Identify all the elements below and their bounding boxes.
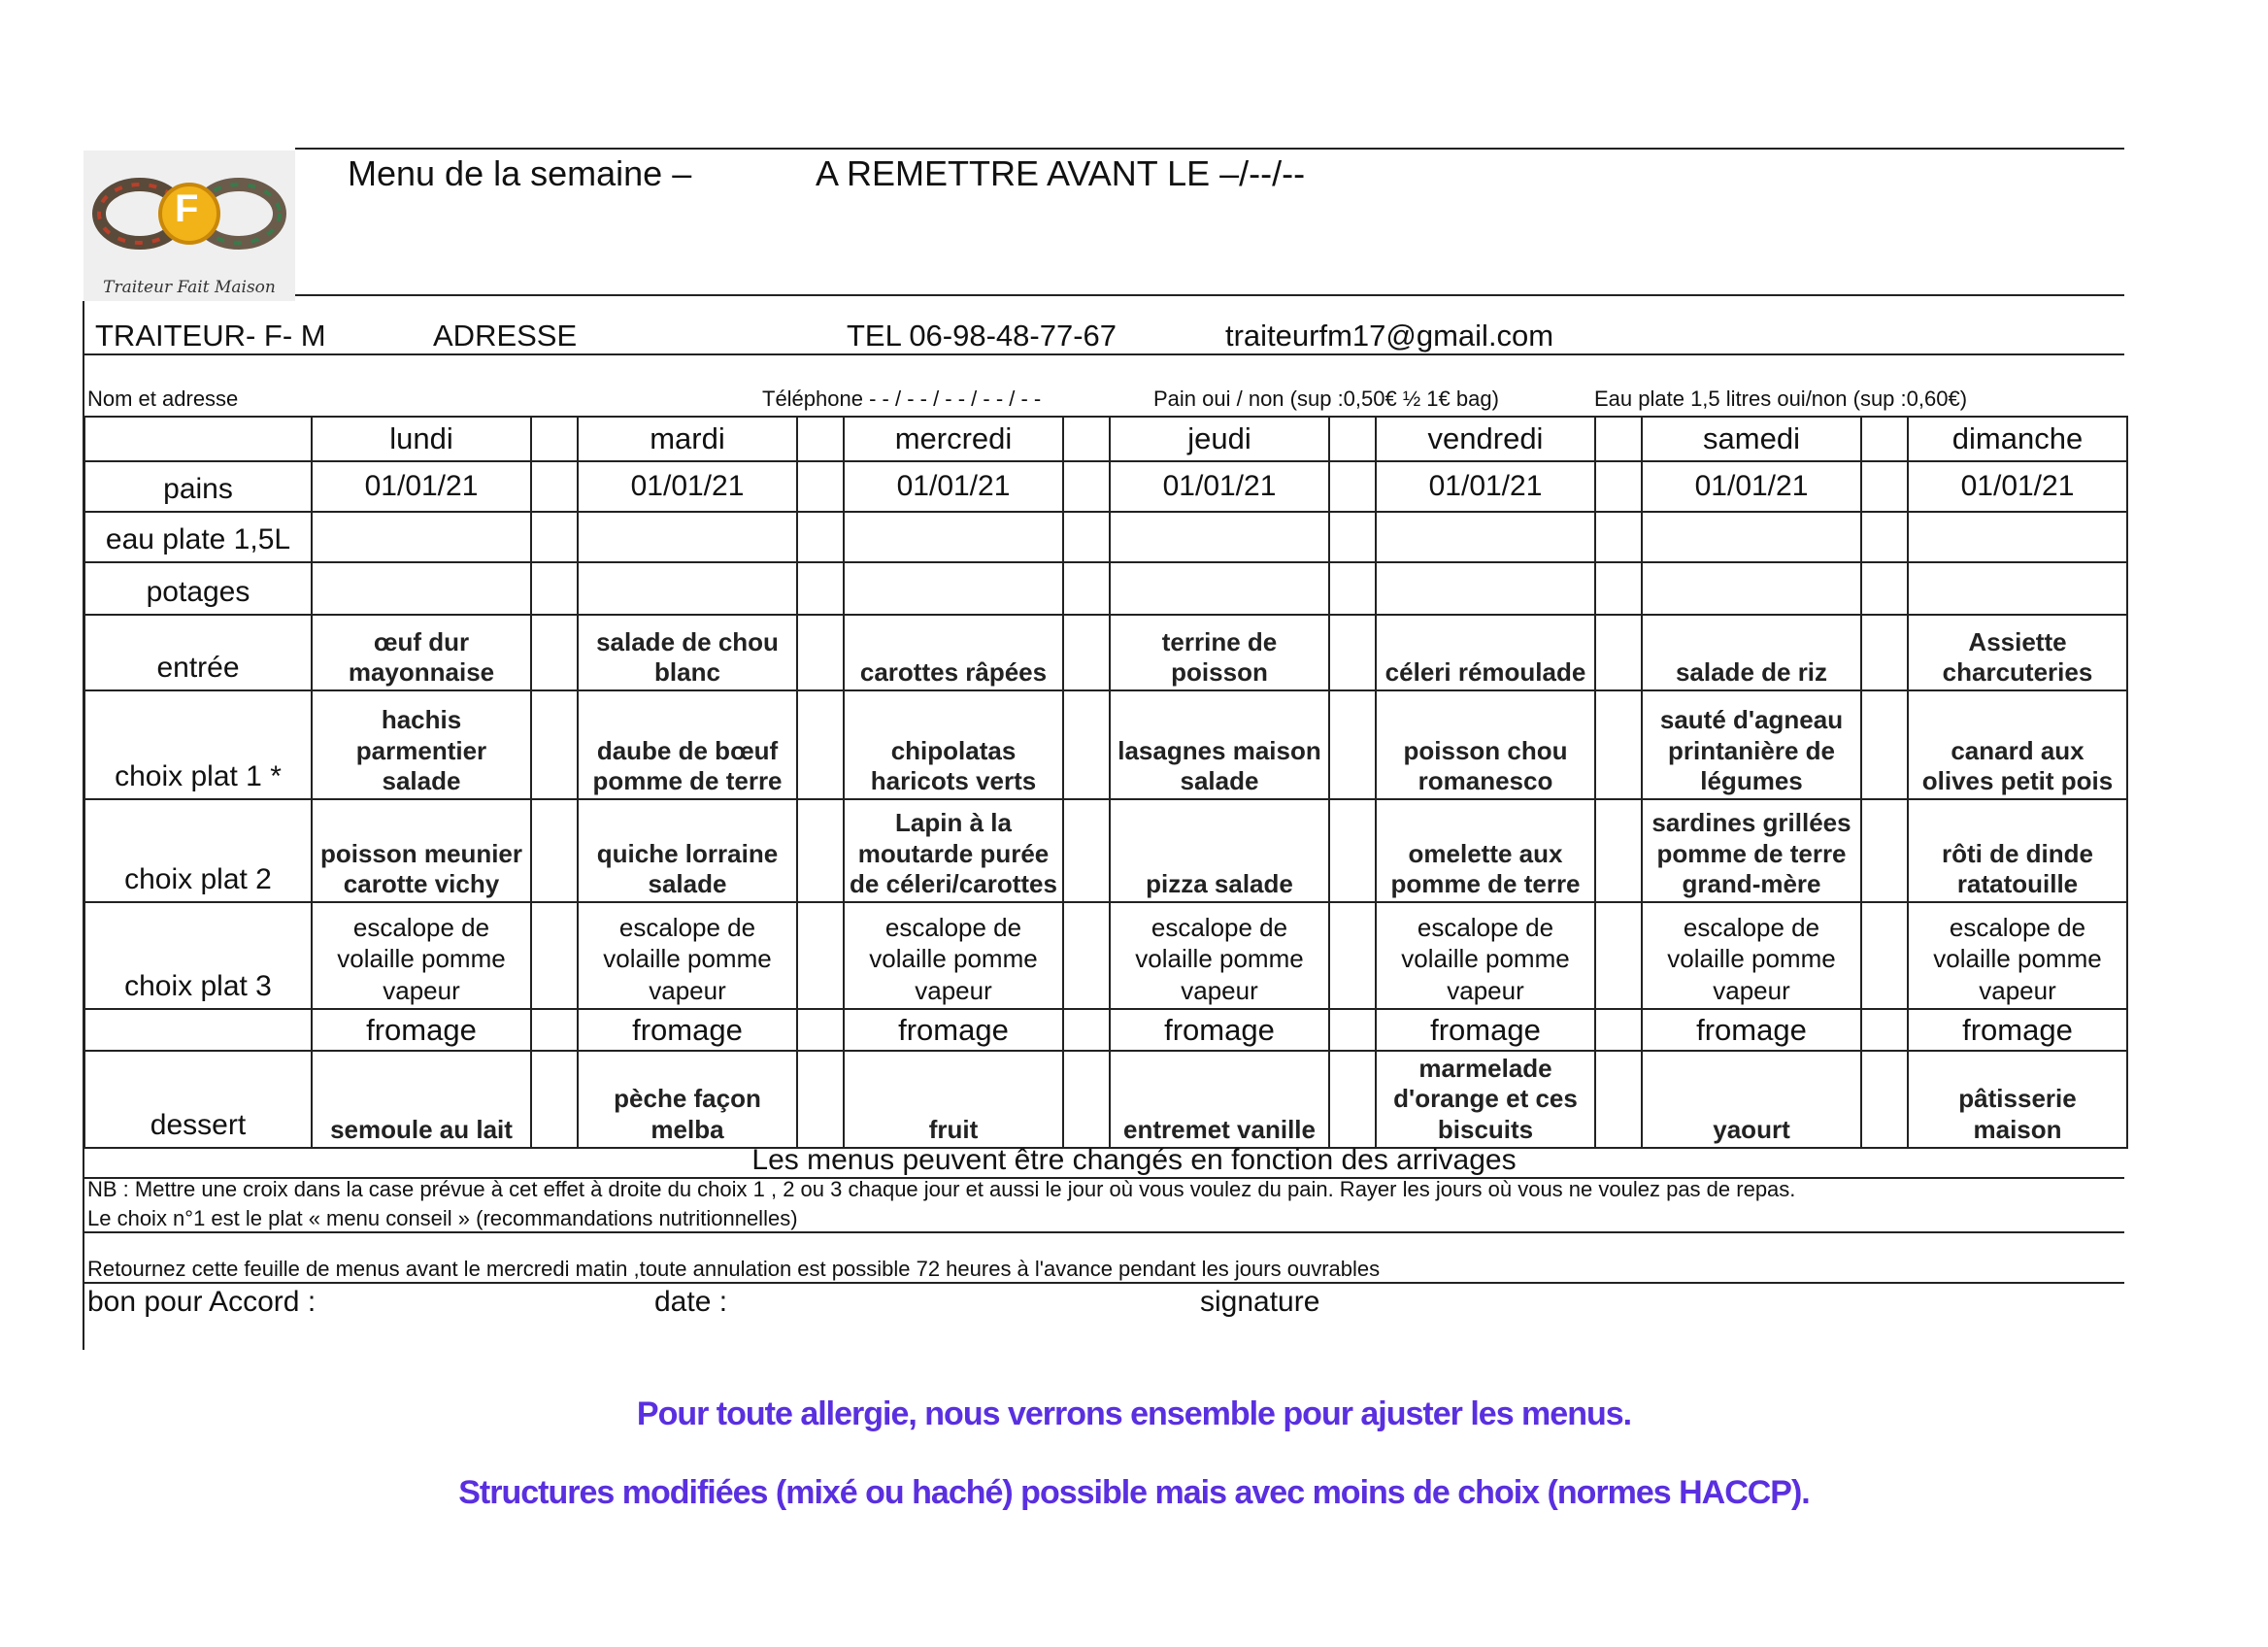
row-label bbox=[84, 1009, 312, 1051]
date-cell: 01/01/21 bbox=[312, 461, 531, 512]
check-box[interactable] bbox=[1595, 690, 1642, 799]
check-box[interactable] bbox=[1595, 902, 1642, 1009]
day-header: vendredi bbox=[1376, 417, 1595, 461]
dish-cell: hachis parmentier salade bbox=[312, 690, 531, 799]
check-box[interactable] bbox=[1329, 512, 1376, 562]
cheese-cell: fromage bbox=[1908, 1009, 2127, 1051]
corner-cell bbox=[84, 417, 312, 461]
check-box[interactable] bbox=[1329, 417, 1376, 461]
plat3-row bbox=[84, 902, 2127, 1009]
logo bbox=[83, 151, 295, 301]
dish-cell: escalope de volaille pomme vapeur bbox=[312, 902, 531, 1009]
company-name: TRAITEUR- F- M bbox=[95, 319, 326, 353]
day-header: samedi bbox=[1642, 417, 1861, 461]
check-box[interactable] bbox=[1861, 512, 1908, 562]
entry-cell[interactable] bbox=[1642, 562, 1861, 615]
date-cell: 01/01/21 bbox=[578, 461, 797, 512]
dish-cell: yaourt bbox=[1642, 1051, 1861, 1148]
entry-cell[interactable] bbox=[844, 512, 1063, 562]
bread-option[interactable]: Pain oui / non (sup :0,50€ ½ 1€ bag) bbox=[1153, 387, 1499, 411]
check-box[interactable] bbox=[1063, 615, 1110, 690]
company-phone: TEL 06-98-48-77-67 bbox=[847, 319, 1117, 353]
check-box[interactable] bbox=[1063, 902, 1110, 1009]
dish-cell: poisson chou romanesco bbox=[1376, 690, 1595, 799]
dish-cell: salade de riz bbox=[1642, 615, 1861, 690]
dish-cell: sardines grillées pomme de terre grand-mère bbox=[1642, 799, 1861, 902]
dish-cell: terrine de poisson bbox=[1110, 615, 1329, 690]
check-box[interactable] bbox=[1595, 461, 1642, 512]
dessert-row bbox=[84, 1051, 2127, 1148]
dish-cell: salade de chou blanc bbox=[578, 615, 797, 690]
dish-cell: escalope de volaille pomme vapeur bbox=[1908, 902, 2127, 1009]
day-header: lundi bbox=[312, 417, 531, 461]
row-label: dessert bbox=[84, 1051, 312, 1148]
structures-notice: Structures modifiées (mixé ou haché) possible mais avec moins de choix (normes HACCP). bbox=[458, 1474, 1810, 1511]
entry-cell[interactable] bbox=[578, 562, 797, 615]
cheese-cell: fromage bbox=[578, 1009, 797, 1051]
dish-cell: sauté d'agneau printanière de légumes bbox=[1642, 690, 1861, 799]
check-box[interactable] bbox=[1063, 1051, 1110, 1148]
row-label: choix plat 1 * bbox=[84, 690, 312, 799]
company-address: ADRESSE bbox=[433, 319, 578, 353]
entry-cell[interactable] bbox=[1908, 512, 2127, 562]
dish-cell: escalope de volaille pomme vapeur bbox=[1642, 902, 1861, 1009]
entree-row bbox=[84, 615, 2127, 690]
fromage-row bbox=[84, 1009, 2127, 1051]
check-box[interactable] bbox=[797, 562, 844, 615]
return-note: Retournez cette feuille de menus avant le mercredi matin ,toute annulation est possible 72 heures à l'avance pendant les jours ouvrables bbox=[87, 1257, 1381, 1281]
date-cell: 01/01/21 bbox=[1908, 461, 2127, 512]
check-box[interactable] bbox=[531, 902, 578, 1009]
check-box[interactable] bbox=[797, 1009, 844, 1051]
row-label: choix plat 3 bbox=[84, 902, 312, 1009]
days-row bbox=[84, 417, 2127, 461]
check-box[interactable] bbox=[1595, 1009, 1642, 1051]
check-box[interactable] bbox=[1861, 615, 1908, 690]
check-box[interactable] bbox=[1063, 461, 1110, 512]
choice1-note: Le choix n°1 est le plat « menu conseil » (recommandations nutritionnelles) bbox=[87, 1206, 798, 1230]
check-box[interactable] bbox=[1063, 1009, 1110, 1051]
deadline-text: A REMETTRE AVANT LE –/--/-- bbox=[816, 153, 1306, 193]
check-box[interactable] bbox=[1861, 417, 1908, 461]
dish-cell: escalope de volaille pomme vapeur bbox=[1376, 902, 1595, 1009]
day-header: mardi bbox=[578, 417, 797, 461]
potages-row bbox=[84, 562, 2127, 615]
entry-cell[interactable] bbox=[1376, 562, 1595, 615]
entry-cell[interactable] bbox=[312, 512, 531, 562]
check-box[interactable] bbox=[1329, 461, 1376, 512]
check-box[interactable] bbox=[1861, 461, 1908, 512]
header-bottom-rule bbox=[295, 294, 2124, 296]
entry-cell[interactable] bbox=[312, 562, 531, 615]
entry-cell[interactable] bbox=[1376, 512, 1595, 562]
dish-cell: rôti de dinde ratatouille bbox=[1908, 799, 2127, 902]
logo-letter: F bbox=[175, 187, 199, 230]
date-field[interactable]: date : bbox=[654, 1286, 728, 1318]
check-box[interactable] bbox=[1595, 417, 1642, 461]
dish-cell: entremet vanille bbox=[1110, 1051, 1329, 1148]
check-box[interactable] bbox=[797, 690, 844, 799]
dish-cell: escalope de volaille pomme vapeur bbox=[1110, 902, 1329, 1009]
dish-cell: Assiette charcuteries bbox=[1908, 615, 2127, 690]
check-box[interactable] bbox=[797, 512, 844, 562]
entry-cell[interactable] bbox=[1110, 562, 1329, 615]
dish-cell: chipolatas haricots verts bbox=[844, 690, 1063, 799]
allergy-notice: Pour toute allergie, nous verrons ensemble pour ajuster les menus. bbox=[636, 1395, 1632, 1432]
check-box[interactable] bbox=[1329, 690, 1376, 799]
header-top-rule bbox=[295, 148, 2124, 150]
row-label: choix plat 2 bbox=[84, 799, 312, 902]
check-box[interactable] bbox=[797, 461, 844, 512]
check-box[interactable] bbox=[797, 417, 844, 461]
dish-cell: pâtisserie maison bbox=[1908, 1051, 2127, 1148]
accord-field[interactable]: bon pour Accord : bbox=[87, 1286, 317, 1318]
dish-cell: pèche façon melba bbox=[578, 1051, 797, 1148]
check-box[interactable] bbox=[1595, 799, 1642, 902]
dish-cell: céleri rémoulade bbox=[1376, 615, 1595, 690]
cheese-cell: fromage bbox=[1110, 1009, 1329, 1051]
day-header: jeudi bbox=[1110, 417, 1329, 461]
cheese-cell: fromage bbox=[844, 1009, 1063, 1051]
day-header: dimanche bbox=[1908, 417, 2127, 461]
footer-rule-3 bbox=[83, 1282, 2124, 1284]
check-box[interactable] bbox=[531, 512, 578, 562]
dish-cell: semoule au lait bbox=[312, 1051, 531, 1148]
day-header: mercredi bbox=[844, 417, 1063, 461]
check-box[interactable] bbox=[1063, 512, 1110, 562]
check-box[interactable] bbox=[1861, 902, 1908, 1009]
check-box[interactable] bbox=[1595, 615, 1642, 690]
contact-rule bbox=[83, 353, 2124, 355]
entry-cell[interactable] bbox=[1642, 512, 1861, 562]
check-box[interactable] bbox=[1063, 417, 1110, 461]
footer-title: Les menus peuvent être changés en fonction des arrivages bbox=[751, 1144, 1517, 1176]
dish-cell: œuf dur mayonnaise bbox=[312, 615, 531, 690]
check-box[interactable] bbox=[797, 902, 844, 1009]
check-box[interactable] bbox=[1861, 562, 1908, 615]
nb-note: NB : Mettre une croix dans la case prévue à cet effet à droite du choix 1 , 2 ou 3 chaque jour et aussi le jour où vous voulez du pain. Rayer les jours où vous ne voulez pas de repas. bbox=[87, 1177, 1796, 1201]
entry-cell[interactable] bbox=[1908, 562, 2127, 615]
dish-cell: canard aux olives petit pois bbox=[1908, 690, 2127, 799]
check-box[interactable] bbox=[1063, 690, 1110, 799]
check-box[interactable] bbox=[1329, 562, 1376, 615]
cheese-cell: fromage bbox=[1642, 1009, 1861, 1051]
row-label: potages bbox=[84, 562, 312, 615]
check-box[interactable] bbox=[531, 1009, 578, 1051]
cheese-cell: fromage bbox=[1376, 1009, 1595, 1051]
dish-cell: escalope de volaille pomme vapeur bbox=[844, 902, 1063, 1009]
check-box[interactable] bbox=[797, 1051, 844, 1148]
page-title: Menu de la semaine – bbox=[348, 153, 692, 193]
check-box[interactable] bbox=[1329, 1051, 1376, 1148]
date-cell: 01/01/21 bbox=[1110, 461, 1329, 512]
check-box[interactable] bbox=[531, 562, 578, 615]
entry-cell[interactable] bbox=[844, 562, 1063, 615]
check-box[interactable] bbox=[1063, 562, 1110, 615]
row-label: entrée bbox=[84, 615, 312, 690]
check-box[interactable] bbox=[797, 799, 844, 902]
row-label: eau plate 1,5L bbox=[84, 512, 312, 562]
dish-cell: omelette aux pomme de terre bbox=[1376, 799, 1595, 902]
plat1-row bbox=[84, 690, 2127, 799]
signature-field[interactable]: signature bbox=[1200, 1286, 1320, 1318]
check-box[interactable] bbox=[531, 615, 578, 690]
dish-cell: quiche lorraine salade bbox=[578, 799, 797, 902]
check-box[interactable] bbox=[1595, 512, 1642, 562]
check-box[interactable] bbox=[531, 1051, 578, 1148]
water-option[interactable]: Eau plate 1,5 litres oui/non (sup :0,60€) bbox=[1594, 387, 1968, 411]
date-cell: 01/01/21 bbox=[1642, 461, 1861, 512]
check-box[interactable] bbox=[531, 417, 578, 461]
company-email[interactable]: traiteurfm17@gmail.com bbox=[1225, 319, 1554, 353]
dish-cell: Lapin à la moutarde purée de céleri/carottes bbox=[844, 799, 1063, 902]
dish-cell: fruit bbox=[844, 1051, 1063, 1148]
logo-caption: Traiteur Fait Maison bbox=[103, 278, 276, 297]
plat2-row bbox=[84, 799, 2127, 902]
check-box[interactable] bbox=[1329, 799, 1376, 902]
name-address-field[interactable]: Nom et adresse bbox=[87, 387, 239, 411]
dish-cell: lasagnes maison salade bbox=[1110, 690, 1329, 799]
check-box[interactable] bbox=[1595, 1051, 1642, 1148]
check-box[interactable] bbox=[531, 461, 578, 512]
check-box[interactable] bbox=[797, 615, 844, 690]
dish-cell: marmelade d'orange et ces biscuits bbox=[1376, 1051, 1595, 1148]
dish-cell: carottes râpées bbox=[844, 615, 1063, 690]
entry-cell[interactable] bbox=[578, 512, 797, 562]
check-box[interactable] bbox=[1329, 902, 1376, 1009]
check-box[interactable] bbox=[531, 690, 578, 799]
telephone-field[interactable]: Téléphone - - / - - / - - / - - / - - bbox=[762, 387, 1042, 411]
check-box[interactable] bbox=[1329, 1009, 1376, 1051]
menu-table bbox=[83, 416, 2128, 1149]
dish-cell: escalope de volaille pomme vapeur bbox=[578, 902, 797, 1009]
footer-rule-2 bbox=[83, 1231, 2124, 1233]
entry-cell[interactable] bbox=[1110, 512, 1329, 562]
dish-cell: daube de bœuf pomme de terre bbox=[578, 690, 797, 799]
cheese-cell: fromage bbox=[312, 1009, 531, 1051]
check-box[interactable] bbox=[1861, 690, 1908, 799]
check-box[interactable] bbox=[1861, 1009, 1908, 1051]
eau-row bbox=[84, 512, 2127, 562]
check-box[interactable] bbox=[1595, 562, 1642, 615]
date-cell: 01/01/21 bbox=[1376, 461, 1595, 512]
check-box[interactable] bbox=[531, 799, 578, 902]
pains-row bbox=[84, 461, 2127, 512]
dish-cell: poisson meunier carotte vichy bbox=[312, 799, 531, 902]
row-label: pains bbox=[84, 461, 312, 512]
check-box[interactable] bbox=[1329, 615, 1376, 690]
check-box[interactable] bbox=[1861, 1051, 1908, 1148]
check-box[interactable] bbox=[1861, 799, 1908, 902]
check-box[interactable] bbox=[1063, 799, 1110, 902]
dish-cell: pizza salade bbox=[1110, 799, 1329, 902]
date-cell: 01/01/21 bbox=[844, 461, 1063, 512]
